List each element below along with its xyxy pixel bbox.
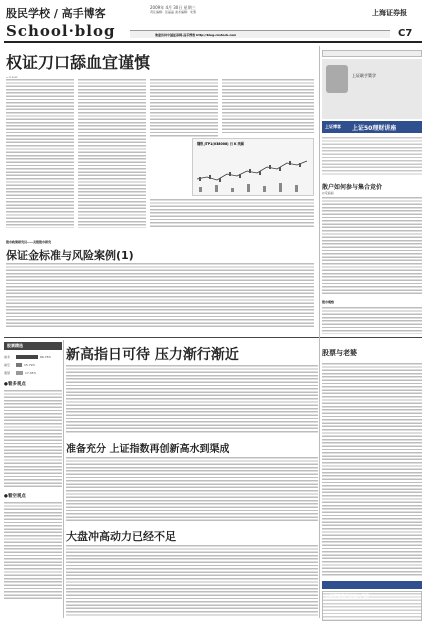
- stat-bar: [16, 363, 22, 367]
- stat-label: 观望: [4, 371, 11, 375]
- lower-left-sidebar: [4, 342, 62, 618]
- sidebar-title: 股票精选: [4, 342, 62, 350]
- lower-right-column: [322, 342, 422, 618]
- blog-title: School·blog: [6, 22, 116, 40]
- chart-caption: 钢钒 JTP1(038008) 日 K 线图: [197, 142, 244, 146]
- bull-view-title: ●看多观点: [4, 382, 26, 387]
- stat-bar: [16, 371, 23, 375]
- stat-value: 66.76%: [40, 355, 52, 359]
- stat-label: 看空: [4, 363, 11, 367]
- lead-story: [6, 50, 316, 235]
- editors-line: 责任编辑：张晶晶 美术编辑：朱黎: [150, 10, 196, 14]
- section-title: 股民学校 / 高手博客: [6, 7, 106, 20]
- promo-label: 上证博客: [325, 124, 341, 129]
- lower-headline-2: 准备充分 上证指数再创新高水到渠成: [66, 444, 230, 455]
- promo-text: [322, 136, 422, 176]
- lead-body-col3: [150, 78, 218, 138]
- lower-main: [66, 342, 318, 618]
- column-title: 股票与老婆: [322, 349, 357, 357]
- bear-view-title: ●看空观点: [4, 494, 26, 499]
- stat-value: 15.79%: [24, 363, 36, 367]
- second-body: [6, 262, 314, 328]
- stat-value: 17.45%: [25, 371, 37, 375]
- lead-chart: [192, 138, 314, 196]
- stat-row: [4, 353, 62, 361]
- issue-date: 2009年 4月 30日 星期三: [150, 5, 196, 10]
- hot-list-box: [322, 581, 422, 598]
- stat-label: 看多: [4, 355, 11, 359]
- promo-sub: 上证50理财讲座: [352, 125, 397, 132]
- column-body: [322, 362, 422, 577]
- lower-body-3: [66, 544, 318, 616]
- second-story: [6, 240, 316, 332]
- avatar: [326, 65, 348, 93]
- promo-band: [322, 121, 422, 133]
- hot-list-title: 上证博客热门日志人气榜: [325, 593, 369, 598]
- lower-headline-1: 新高指日可待 压力渐行渐近: [66, 347, 239, 363]
- stat-row: [4, 361, 62, 369]
- right-tag: 股市观察: [322, 300, 335, 304]
- right-box-title: 散户如何参与集合竞价: [322, 184, 383, 191]
- column-divider-left: [63, 340, 64, 618]
- lead-body-col5: [150, 198, 314, 228]
- lower-headline-3: 大盘冲高动力已经不足: [66, 530, 176, 543]
- lower-body-1: [66, 364, 318, 434]
- bull-view-body: [4, 389, 62, 489]
- blog-nav-tabs: [322, 50, 422, 57]
- stat-bar: [16, 355, 38, 359]
- promo-name: 上证联手策学: [352, 73, 376, 78]
- paper-name: 上海证券报: [372, 9, 407, 17]
- lead-body-col2: [78, 78, 146, 228]
- lower-body-2: [66, 456, 318, 522]
- page-number: C7: [398, 28, 413, 39]
- blog-topbar: [130, 30, 390, 38]
- right-byline: ◎宋丽丽: [322, 191, 334, 195]
- lead-body-col4: [222, 78, 314, 134]
- right-body: [322, 196, 422, 296]
- lead-body-col1: [6, 78, 74, 228]
- second-section-tag: 股市政策研究员——美股股市研究: [6, 240, 52, 244]
- right-column: [322, 50, 422, 335]
- topbar-note: 欢迎访问中国证券网·高手博客 http://blog.cnstock.com: [155, 33, 237, 37]
- column-divider-right: [319, 46, 320, 618]
- stats-list: [4, 353, 62, 377]
- lead-headline: 权证刀口舔血宜谨慎: [6, 53, 151, 72]
- stat-row: [4, 369, 62, 377]
- candlestick-chart: [195, 149, 313, 193]
- section-divider: [4, 337, 422, 338]
- masthead: [0, 0, 426, 44]
- right-body-2: [322, 306, 422, 334]
- bear-view-body: [4, 501, 62, 601]
- masthead-rule: [4, 41, 422, 43]
- promo-box: [322, 59, 422, 119]
- second-headline: 保证金标准与风险案例(1): [6, 249, 134, 262]
